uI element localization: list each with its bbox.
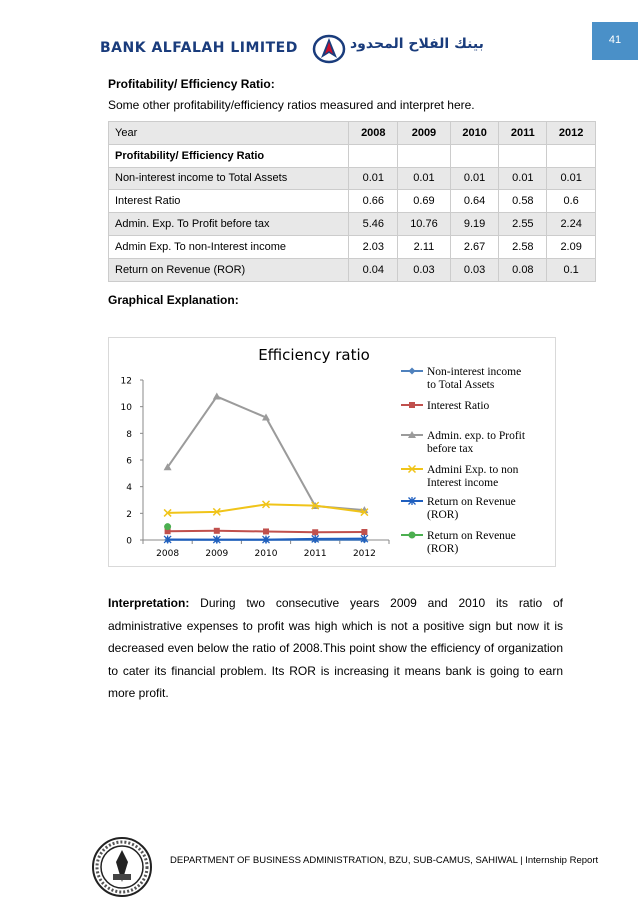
series-1-point [361,529,367,535]
table-row [109,190,596,213]
row-value: 0.04 [349,258,398,281]
table-row [109,213,596,236]
row-value: 0.1 [547,258,596,281]
legend-label-0: Non-interest income to Total Assets [427,366,522,391]
bank-logo-icon [312,34,346,64]
row-label: Interest Ratio [109,190,349,213]
y-tick-label: 8 [126,429,132,440]
bank-name-english: BANK ALFALAH LIMITED [100,40,298,56]
row-value: 0.58 [499,190,547,213]
table-group-row [109,144,596,167]
legend-label-2: Admin. exp. to Profit before tax [427,430,526,455]
legend-marker-5 [409,532,416,539]
row-value: 10.76 [398,213,451,236]
legend-marker-1 [409,402,415,408]
row-value: 0.03 [398,258,451,281]
legend-label-5: Return on Revenue (ROR) [427,530,516,555]
row-value: 0.6 [547,190,596,213]
y-tick-label: 4 [126,483,132,494]
interpretation-label: Interpretation: [108,596,190,610]
row-value: 0.66 [349,190,398,213]
row-value: 0.08 [499,258,547,281]
section-intro: Some other profitability/efficiency ratios measured and interpret here. [108,98,475,112]
empty-cell [398,144,451,167]
row-value: 9.19 [450,213,499,236]
legend-label-1: Interest Ratio [427,400,490,412]
bank-header [100,34,570,64]
row-value: 2.09 [547,235,596,258]
table-header-row [109,122,596,145]
university-seal-icon [91,836,153,898]
row-value: 2.67 [450,235,499,258]
table-row [109,235,596,258]
y-tick-label: 2 [126,509,132,520]
row-value: 2.11 [398,235,451,258]
group-label: Profitability/ Efficiency Ratio [109,144,349,167]
header-year-2012: 2012 [547,122,596,145]
series-line-3 [168,504,365,513]
section-title: Profitability/ Efficiency Ratio: [108,77,275,91]
row-value: 0.01 [349,167,398,190]
row-label: Return on Revenue (ROR) [109,258,349,281]
row-value: 0.01 [450,167,499,190]
series-5-point [164,523,171,530]
legend-label-3: Admini Exp. to non Interest income [427,464,519,489]
legend-marker-0 [409,368,416,375]
row-value: 0.64 [450,190,499,213]
header-year: Year [109,122,349,145]
interpretation-text: During two consecutive years 2009 and 2010 its ratio of administrative expenses to profit was high which is not a positive sign but now it is decreased even below the ratio of 2008.This point show the efficiency of organization to cater its financial problem. Its ROR is increasing it means bank is going to earn more profit. [108,596,563,700]
row-value: 2.24 [547,213,596,236]
row-label: Admin Exp. To non-Interest income [109,235,349,258]
row-value: 2.55 [499,213,547,236]
row-value: 0.01 [398,167,451,190]
page-number: 41 [592,22,638,60]
chart-title: Efficiency ratio [258,346,370,364]
row-value: 0.03 [450,258,499,281]
empty-cell [499,144,547,167]
row-value: 0.01 [499,167,547,190]
series-1-point [263,528,269,534]
legend-label-4: Return on Revenue (ROR) [427,496,516,521]
interpretation-paragraph [108,592,563,705]
y-tick-label: 6 [126,456,132,467]
row-label: Admin. Exp. To Profit before tax [109,213,349,236]
x-tick-label: 2010 [254,549,278,559]
row-value: 0.69 [398,190,451,213]
series-1-point [214,528,220,534]
ratio-table [108,121,596,282]
y-tick-label: 0 [126,536,132,547]
footer-text: DEPARTMENT OF BUSINESS ADMINISTRATION, BZU, SUB-CAMUS, SAHIWAL | Internship Report [170,855,599,866]
row-value: 5.46 [349,213,398,236]
efficiency-chart [108,337,556,567]
x-tick-label: 2009 [205,549,229,559]
series-1-point [312,529,318,535]
header-year-2009: 2009 [398,122,451,145]
x-tick-label: 2011 [303,549,327,559]
graph-heading: Graphical Explanation: [108,293,239,307]
chart-svg [109,338,557,568]
series-2-point [213,393,221,400]
x-tick-label: 2008 [156,549,180,559]
row-label: Non-interest income to Total Assets [109,167,349,190]
x-tick-label: 2012 [352,549,376,559]
row-value: 2.58 [499,235,547,258]
header-year-2011: 2011 [499,122,547,145]
header-year-2010: 2010 [450,122,499,145]
table-row [109,258,596,281]
empty-cell [547,144,596,167]
row-value: 0.01 [547,167,596,190]
row-value: 2.03 [349,235,398,258]
y-tick-label: 10 [120,403,132,414]
bank-name-arabic: بينك الفلاح المحدود [350,36,484,52]
empty-cell [349,144,398,167]
y-tick-label: 12 [120,376,132,387]
header-year-2008: 2008 [349,122,398,145]
empty-cell [450,144,499,167]
table-row [109,167,596,190]
